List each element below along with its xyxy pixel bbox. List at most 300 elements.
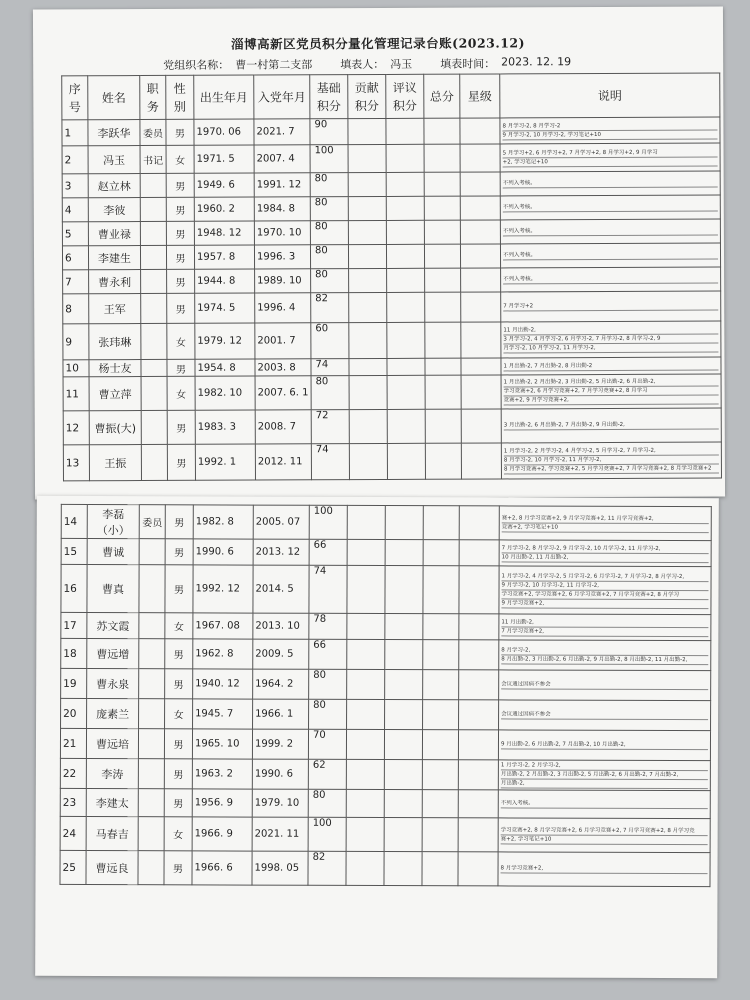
ledger-subheader: [163, 55, 571, 73]
row-base: 74: [309, 565, 347, 613]
row-birth: 1966. 6: [192, 851, 252, 885]
row-grade: [459, 566, 499, 614]
table-row: [63, 291, 721, 324]
row-name: 张玮琳: [89, 324, 141, 360]
note-line: 9 月学习-2, 10 月学习-2, 学习笔记+10: [502, 130, 717, 140]
row-base: 90: [310, 119, 348, 145]
row-name: 曹远培: [86, 728, 138, 758]
col-birth: 出生年月: [194, 75, 254, 119]
row-post: [139, 565, 165, 613]
row-base: 80: [311, 269, 349, 293]
row-grade: [460, 196, 500, 220]
row-contrib: [348, 118, 386, 144]
row-review: [384, 790, 422, 818]
note-line: 月出勤-2, 2 月出勤-2, 3 月出勤-2, 5 月出勤-2, 6 月出勤-2, 7 月出勤-2,: [501, 770, 708, 780]
row-review: [384, 760, 422, 790]
row-grade: [461, 409, 501, 443]
row-name: 曹诚: [87, 538, 139, 564]
row-gender: 女: [165, 699, 193, 729]
row-seq: 16: [61, 564, 87, 612]
row-total: [425, 409, 461, 443]
note-line: 1 月学习-2, 4 月学习-2, 5 月学习-2, 6 月学习-2, 7 月学习-2, 8 月学习-2,: [502, 572, 709, 582]
row-gender: 男: [167, 410, 195, 444]
note-line: 竞赛+2, 学习笔记+10: [502, 523, 709, 533]
row-base: 100: [310, 145, 348, 173]
table-row: [63, 408, 721, 445]
row-review: [387, 443, 425, 479]
row-join: 1964. 2: [253, 669, 309, 699]
note-line: 不列入考核。: [503, 203, 718, 213]
table-row: [61, 564, 711, 614]
row-birth: 1966. 9: [192, 817, 252, 851]
row-gender: 男: [167, 269, 195, 293]
row-grade: [461, 292, 501, 322]
note-line: 8 月学习竞赛+2, 学习竞赛+2, 5 月学习竞赛+2, 7 月学习竞赛+2, 8 月学习竞赛+2: [504, 465, 719, 475]
note-line: 8 月学习-2, 10 月学习-2, 11 月学习-2,: [504, 456, 719, 466]
row-name: 冯玉: [88, 146, 140, 174]
row-total: [423, 506, 459, 540]
row-post: [141, 410, 167, 444]
note-line: 学习竞赛+2, 6 月学习竞赛+2, 7 月学习竞赛+2, 8 月学习: [504, 387, 719, 397]
row-review: [386, 220, 424, 244]
row-seq: 9: [63, 324, 89, 360]
row-note: [501, 321, 721, 358]
row-name: 李跃华: [88, 120, 140, 146]
row-seq: 15: [61, 538, 87, 564]
table-row: [60, 758, 710, 790]
row-contrib: [347, 699, 385, 729]
table-row: [60, 850, 710, 886]
note-line: 不列入考核。: [503, 179, 718, 189]
col-grade: 星级: [460, 74, 500, 118]
row-name: 曹业禄: [88, 222, 140, 246]
row-review: [385, 640, 423, 670]
table-row: [61, 668, 711, 700]
row-total: [422, 790, 458, 818]
row-grade: [458, 852, 498, 886]
row-post: [140, 221, 166, 245]
row-note: [500, 117, 720, 144]
row-seq: 5: [62, 222, 88, 246]
row-birth: 1971. 5: [194, 145, 254, 173]
row-seq: 19: [61, 668, 87, 698]
col-post: 职务: [140, 75, 166, 119]
row-post: [139, 639, 165, 669]
row-join: 1998. 05: [252, 851, 308, 885]
row-grade: [460, 172, 500, 196]
row-base: 82: [311, 293, 349, 323]
row-name: 曹立萍: [89, 377, 141, 411]
row-join: 1966. 1: [253, 699, 309, 729]
row-note: [501, 291, 721, 322]
row-gender: 男: [167, 444, 195, 480]
row-base: 82: [308, 851, 346, 885]
row-total: [422, 818, 458, 852]
row-post: [139, 613, 165, 639]
row-review: [386, 244, 424, 268]
row-contrib: [349, 409, 387, 443]
row-base: 100: [309, 505, 347, 539]
row-review: [387, 358, 425, 375]
row-join: 2012. 11: [255, 444, 311, 480]
row-review: [385, 566, 423, 614]
row-total: [425, 268, 461, 292]
row-base: 80: [309, 669, 347, 699]
row-contrib: [348, 144, 386, 172]
row-join: 2007. 6. 1: [255, 376, 311, 410]
row-join: 2013. 12: [253, 539, 309, 565]
row-contrib: [347, 539, 385, 565]
row-contrib: [349, 322, 387, 358]
note-line: 不列入考核。: [503, 275, 718, 285]
row-name: 王军: [89, 294, 141, 324]
table-row: [61, 612, 711, 640]
row-review: [385, 670, 423, 700]
row-base: 62: [308, 759, 346, 789]
row-birth: 1982. 10: [195, 376, 255, 410]
row-name: 李磊 （小）: [87, 504, 139, 538]
row-base: 80: [310, 221, 348, 245]
row-post: [140, 197, 166, 221]
row-join: 2008. 7: [255, 410, 311, 444]
row-base: 72: [311, 410, 349, 444]
row-join: 1996. 4: [255, 293, 311, 323]
note-line: +2, 学习笔记+10: [503, 157, 718, 167]
table-row: [63, 442, 721, 481]
row-birth: 1965. 10: [192, 729, 252, 759]
table-row: [61, 538, 711, 566]
note-line: 8 月学习-2, 8 月学习-2: [502, 121, 717, 131]
row-contrib: [347, 565, 385, 613]
row-contrib: [347, 669, 385, 699]
row-total: [423, 540, 459, 566]
row-note: [499, 614, 711, 641]
row-post: [141, 323, 167, 359]
table-row: [60, 728, 710, 760]
row-post: 委员: [140, 119, 166, 145]
note-line: 8 月学习-2,: [501, 646, 708, 656]
table-row: [62, 195, 720, 222]
row-grade: [458, 760, 498, 790]
row-review: [384, 818, 422, 852]
row-grade: [460, 144, 500, 172]
row-review: [385, 700, 423, 730]
row-review: [384, 730, 422, 760]
row-grade: [459, 506, 499, 540]
table-row: [61, 638, 711, 670]
row-total: [423, 700, 459, 730]
row-gender: 男: [164, 789, 192, 817]
col-base: 基础积分: [310, 75, 348, 119]
row-grade: [460, 118, 500, 144]
row-review: [384, 852, 422, 886]
row-birth: 1963. 2: [192, 759, 252, 789]
row-total: [422, 852, 458, 886]
row-name: 李建生: [88, 246, 140, 270]
date-value: 2023. 12. 19: [501, 55, 572, 69]
row-post: 委员: [139, 505, 165, 539]
row-note: [498, 760, 710, 791]
row-contrib: [346, 789, 384, 817]
row-gender: 男: [165, 639, 193, 669]
row-join: 2005. 07: [253, 505, 309, 539]
row-base: 80: [311, 376, 349, 410]
row-birth: 1983. 3: [195, 410, 255, 444]
row-seq: 3: [62, 174, 88, 198]
row-seq: 13: [63, 445, 89, 481]
row-grade: [458, 818, 498, 852]
table-row: [62, 171, 720, 198]
row-grade: [461, 268, 501, 292]
col-join: 入党年月: [254, 75, 310, 119]
note-line: 赛+2, 8 月学习竞赛+2, 9 月学习竞赛+2, 11 月学习竞赛+2,: [502, 514, 709, 524]
row-grade: [460, 220, 500, 244]
row-total: [423, 670, 459, 700]
row-total: [423, 640, 459, 670]
row-gender: 女: [165, 613, 193, 639]
row-gender: 男: [164, 759, 192, 789]
row-gender: 女: [164, 817, 192, 851]
row-name: 曹远增: [87, 638, 139, 668]
table-row: [62, 243, 720, 270]
row-birth: 1957. 8: [194, 245, 254, 269]
table-row: [63, 267, 721, 294]
row-contrib: [347, 505, 385, 539]
table-row: [61, 504, 711, 540]
row-review: [387, 409, 425, 443]
row-join: 1999. 2: [252, 729, 308, 759]
row-note: [498, 852, 710, 887]
row-post: [140, 245, 166, 269]
note-line: 会议通过因病不参会: [501, 710, 708, 720]
row-birth: 1954. 8: [195, 359, 255, 376]
row-gender: 男: [165, 565, 193, 613]
points-ledger-table-2: [59, 504, 711, 887]
row-gender: 男: [166, 245, 194, 269]
row-grade: [458, 730, 498, 760]
row-seq: 22: [60, 758, 86, 788]
row-contrib: [349, 375, 387, 409]
note-line: 学习竞赛+2, 学习竞赛+2, 6 月学习竞赛+2, 7 月学习竞赛+2, 8 月学习: [501, 590, 708, 600]
table-row: [63, 374, 721, 411]
note-line: 11 月出勤-2,: [503, 326, 718, 336]
row-birth: 1970. 06: [194, 119, 254, 145]
row-contrib: [348, 244, 386, 268]
row-base: 74: [311, 444, 349, 480]
row-name: 赵立林: [88, 174, 140, 198]
row-post: [141, 444, 167, 480]
col-review: 评议积分: [386, 74, 424, 118]
row-grade: [459, 640, 499, 670]
table-row: [62, 143, 720, 174]
row-base: 70: [308, 729, 346, 759]
note-line: 8 月出勤-2, 3 月出勤-2, 6 月出勤-2, 9 月出勤-2, 8 月出勤-2, 11 月出勤-2,: [501, 655, 708, 665]
col-seq: 序号: [62, 76, 88, 120]
row-contrib: [348, 172, 386, 196]
row-post: [141, 359, 167, 376]
row-contrib: [348, 196, 386, 220]
row-total: [424, 244, 460, 268]
row-post: [138, 851, 164, 885]
row-grade: [458, 790, 498, 818]
row-note: [498, 730, 710, 761]
row-base: 66: [309, 639, 347, 669]
row-grade: [459, 614, 499, 640]
row-post: [139, 699, 165, 729]
note-line: 3 月学习-2, 4 月学习-2, 6 月学习-2, 7 月学习-2, 8 月学习-2, 9: [503, 335, 718, 345]
row-review: [385, 506, 423, 540]
date-label: 填表时间：: [440, 57, 496, 71]
row-gender: 男: [167, 359, 195, 376]
row-total: [425, 292, 461, 322]
row-join: 2021. 11: [252, 817, 308, 851]
row-note: [499, 566, 711, 615]
note-line: 8 月学习竞赛+2,: [501, 864, 708, 874]
note-line: 9 月出勤-2, 6 月出勤-2, 7 月出勤-2, 10 月出勤-2,: [501, 740, 708, 750]
row-total: [423, 566, 459, 614]
row-birth: 1962. 8: [193, 639, 253, 669]
table-row: [60, 788, 710, 818]
row-note: [498, 818, 710, 853]
row-total: [424, 220, 460, 244]
row-post: [140, 173, 166, 197]
row-name: 苏文霞: [87, 612, 139, 638]
row-note: [500, 195, 720, 220]
row-note: [501, 408, 721, 443]
row-contrib: [347, 639, 385, 669]
row-join: 2013. 10: [253, 613, 309, 639]
row-join: 2021. 7: [254, 119, 310, 145]
table-row: [62, 117, 720, 146]
row-note: [499, 670, 711, 701]
row-seq: 7: [63, 270, 89, 294]
row-gender: 男: [166, 197, 194, 221]
row-base: 78: [309, 613, 347, 639]
row-gender: 男: [166, 119, 194, 145]
row-post: [139, 669, 165, 699]
row-name: 曹永泉: [87, 668, 139, 698]
row-seq: 1: [62, 120, 88, 146]
row-name: 李涛: [86, 758, 138, 788]
row-note: [499, 700, 711, 731]
row-post: [138, 789, 164, 817]
row-gender: 男: [167, 293, 195, 323]
row-name: 曹振(大): [89, 411, 141, 445]
note-line: 学习竞赛+2, 8 月学习竞赛+2, 6 月学习竞赛+2, 7 月学习竞赛+2, 8 月学习竞: [501, 826, 708, 836]
row-total: [425, 358, 461, 375]
row-join: 2014. 5: [253, 565, 309, 613]
row-base: 80: [309, 699, 347, 729]
row-review: [386, 118, 424, 144]
row-gender: 男: [164, 729, 192, 759]
row-join: 1979. 10: [252, 789, 308, 817]
row-contrib: [348, 220, 386, 244]
row-contrib: [346, 759, 384, 789]
col-total: 总分: [424, 74, 460, 118]
row-total: [425, 322, 461, 358]
note-line: 月学习-2, 10 月学习-2, 11 月学习-2,: [503, 344, 718, 354]
row-review: [387, 375, 425, 409]
row-gender: 女: [166, 145, 194, 173]
note-line: 1 月出勤-2, 2 月出勤-2, 3 月出勤-2, 5 月出勤-2, 6 月出勤-2,: [504, 378, 719, 388]
row-post: [141, 269, 167, 293]
row-name: 曹真: [87, 564, 139, 612]
row-note: [501, 267, 721, 292]
row-join: 2001. 7: [255, 323, 311, 359]
row-name: 李建太: [86, 788, 138, 816]
row-join: 2007. 4: [254, 145, 310, 173]
row-seq: 20: [61, 698, 87, 728]
row-review: [387, 292, 425, 322]
note-line: 10 月出勤-2, 11 月出勤-2,: [502, 553, 709, 563]
row-total: [425, 375, 461, 409]
row-gender: 女: [167, 323, 195, 359]
row-note: [500, 143, 720, 172]
row-post: [139, 539, 165, 565]
row-birth: 1979. 12: [195, 323, 255, 359]
ledger-sheet-page-1: [33, 6, 725, 499]
note-line: 1 月学习-2, 2 月学习-2,: [501, 761, 708, 771]
table-row: [61, 698, 711, 730]
row-birth: 1940. 12: [193, 669, 253, 699]
points-ledger-table-1: [61, 73, 722, 482]
row-gender: 男: [165, 505, 193, 539]
row-review: [385, 540, 423, 566]
row-birth: 1992. 12: [193, 565, 253, 613]
table-header-row: [62, 73, 720, 120]
table-row: [62, 219, 720, 246]
row-post: [138, 729, 164, 759]
row-birth: 1948. 12: [194, 221, 254, 245]
row-total: [422, 730, 458, 760]
row-grade: [461, 443, 501, 479]
note-line: 不列入考核。: [501, 799, 708, 809]
org-value: 曹一村第二支部: [235, 58, 313, 72]
row-gender: 男: [166, 173, 194, 197]
row-name: 曹永利: [89, 270, 141, 294]
row-base: 66: [309, 539, 347, 565]
row-birth: 1974. 5: [195, 293, 255, 323]
row-seq: 25: [60, 850, 86, 884]
row-grade: [461, 322, 501, 358]
row-join: 1991. 12: [254, 173, 310, 197]
row-seq: 2: [62, 146, 88, 174]
row-seq: 18: [61, 638, 87, 668]
row-base: 80: [310, 245, 348, 269]
row-birth: 1960. 2: [194, 197, 254, 221]
row-name: 王振: [89, 445, 141, 481]
row-birth: 1944. 8: [195, 269, 255, 293]
row-total: [423, 614, 459, 640]
row-gender: 男: [164, 851, 192, 885]
row-grade: [460, 244, 500, 268]
org-label: 党组织名称：: [163, 58, 230, 72]
note-line: 5 月学习+2, 6 月学习+2, 7 月学习+2, 8 月学习+2, 9 月学习: [503, 148, 718, 158]
row-base: 80: [308, 789, 346, 817]
row-birth: 1956. 9: [192, 789, 252, 817]
row-seq: 6: [62, 246, 88, 270]
note-line: 竞赛+2, 9 月学习竞赛+2,: [504, 396, 719, 406]
row-birth: 1967. 08: [193, 613, 253, 639]
row-seq: 12: [63, 411, 89, 445]
row-birth: 1992. 1: [195, 444, 255, 480]
row-grade: [461, 358, 501, 375]
row-grade: [461, 375, 501, 409]
row-join: 1970. 10: [254, 221, 310, 245]
note-line: 7 月学习+2: [503, 302, 718, 312]
row-join: 1989. 10: [255, 269, 311, 293]
row-grade: [459, 670, 499, 700]
